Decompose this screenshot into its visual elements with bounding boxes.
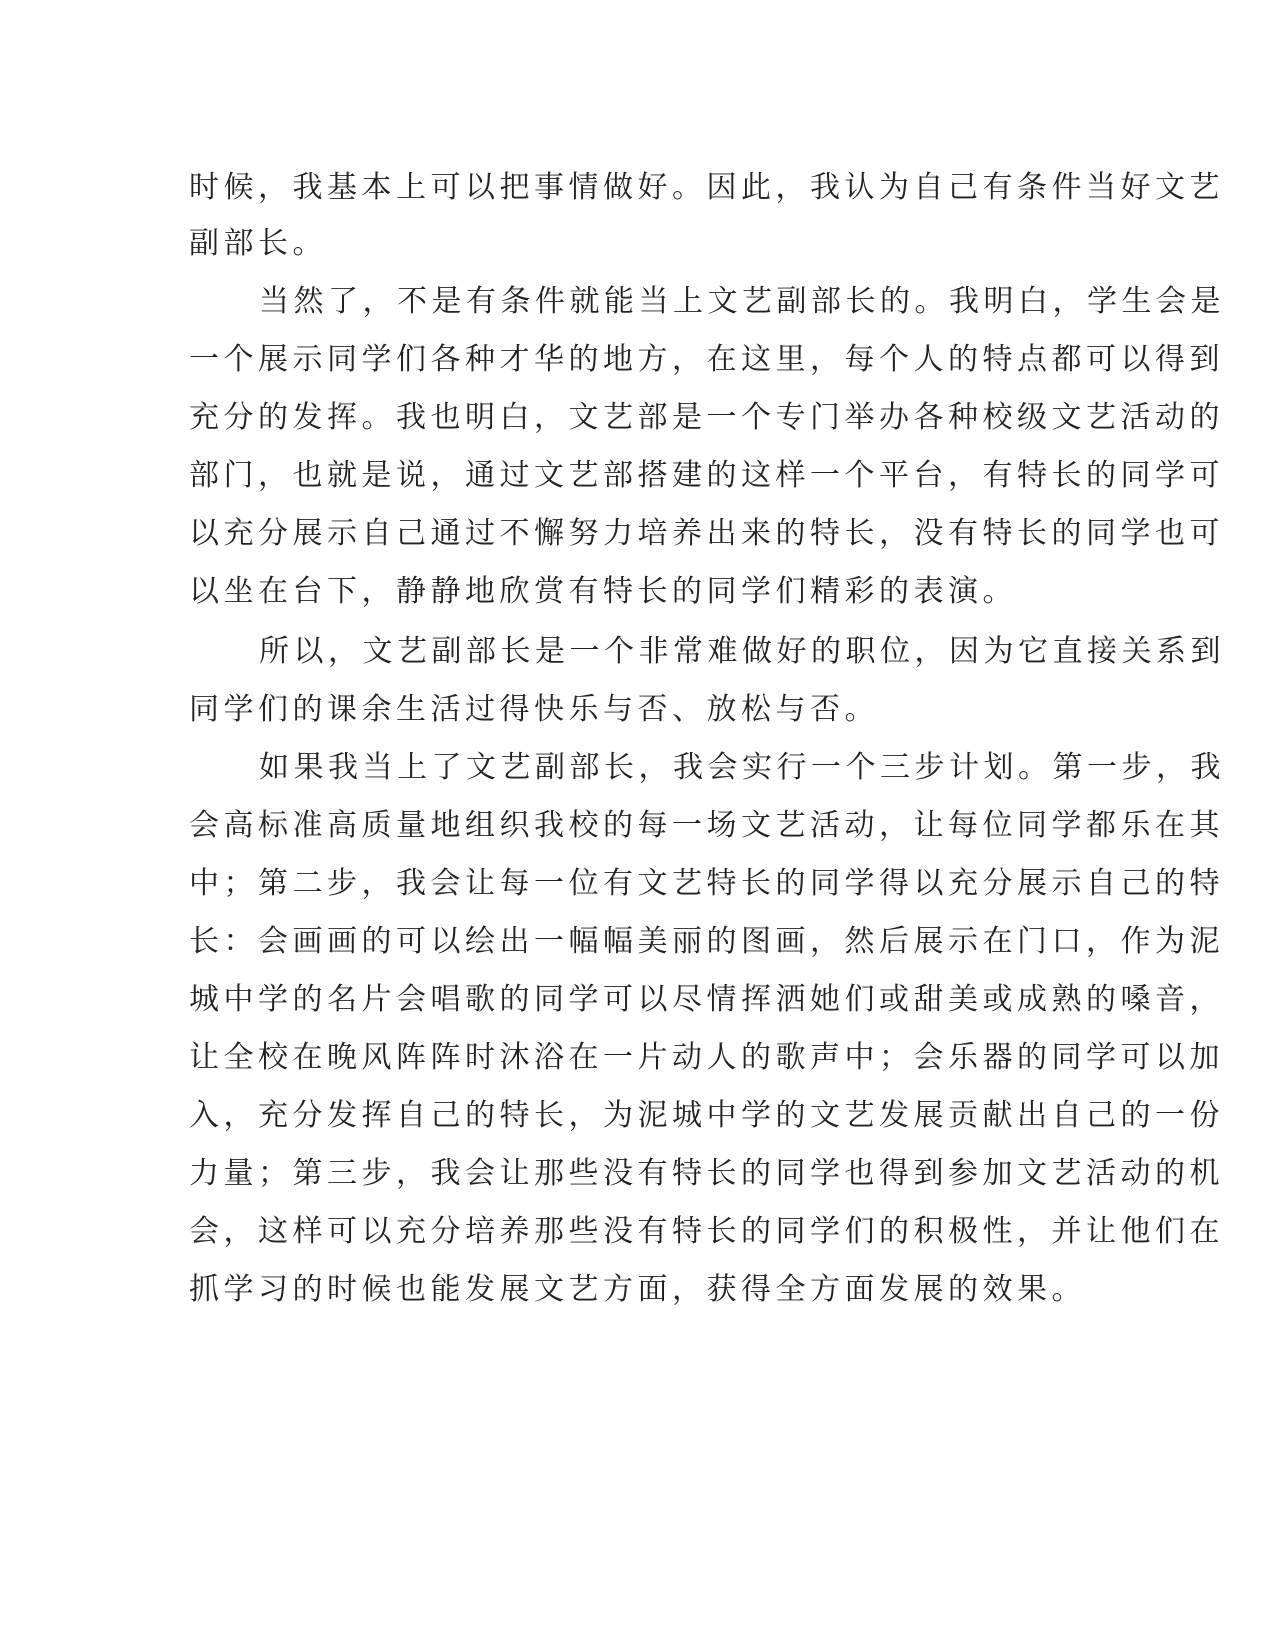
text-line: 会，这样可以充分培养那些没有特长的同学们的积极性，并让他们在 xyxy=(189,1214,1224,1249)
text-line: 入，充分发挥自己的特长，为泥城中学的文艺发展贡献出自己的一份 xyxy=(189,1098,1224,1133)
text-line: 充分的发挥。我也明白，文艺部是一个专门举办各种校级文艺活动的 xyxy=(189,400,1224,435)
paragraph-first-line: 如果我当上了文艺副部长，我会实行一个三步计划。第一步，我 xyxy=(259,750,1225,785)
text-line: 副部长。 xyxy=(189,226,327,261)
text-line: 力量；第三步，我会让那些没有特长的同学也得到参加文艺活动的机 xyxy=(189,1156,1224,1191)
text-line: 抓学习的时候也能发展文艺方面，获得全方面发展的效果。 xyxy=(189,1272,1086,1307)
text-line: 时候，我基本上可以把事情做好。因此，我认为自己有条件当好文艺 xyxy=(189,170,1224,205)
paragraph-first-line: 当然了，不是有条件就能当上文艺副部长的。我明白，学生会是 xyxy=(259,284,1225,319)
text-line: 以坐在台下，静静地欣赏有特长的同学们精彩的表演。 xyxy=(189,574,1017,609)
text-line: 让全校在晚风阵阵时沐浴在一片动人的歌声中；会乐器的同学可以加 xyxy=(189,1040,1224,1075)
text-line: 一个展示同学们各种才华的地方，在这里，每个人的特点都可以得到 xyxy=(189,342,1224,377)
text-line: 城中学的名片会唱歌的同学可以尽情挥洒她们或甜美或成熟的嗓音， xyxy=(189,982,1224,1017)
paragraph-first-line: 所以，文艺副部长是一个非常难做好的职位，因为它直接关系到 xyxy=(259,634,1225,669)
text-line: 同学们的课余生活过得快乐与否、放松与否。 xyxy=(189,692,879,727)
text-line: 以充分展示自己通过不懈努力培养出来的特长，没有特长的同学也可 xyxy=(189,516,1224,551)
text-line: 长：会画画的可以绘出一幅幅美丽的图画，然后展示在门口，作为泥 xyxy=(189,924,1224,959)
text-line: 中；第二步，我会让每一位有文艺特长的同学得以充分展示自己的特 xyxy=(189,866,1224,901)
text-line: 会高标准高质量地组织我校的每一场文艺活动，让每位同学都乐在其 xyxy=(189,808,1224,843)
text-line: 部门，也就是说，通过文艺部搭建的这样一个平台，有特长的同学可 xyxy=(189,458,1224,493)
